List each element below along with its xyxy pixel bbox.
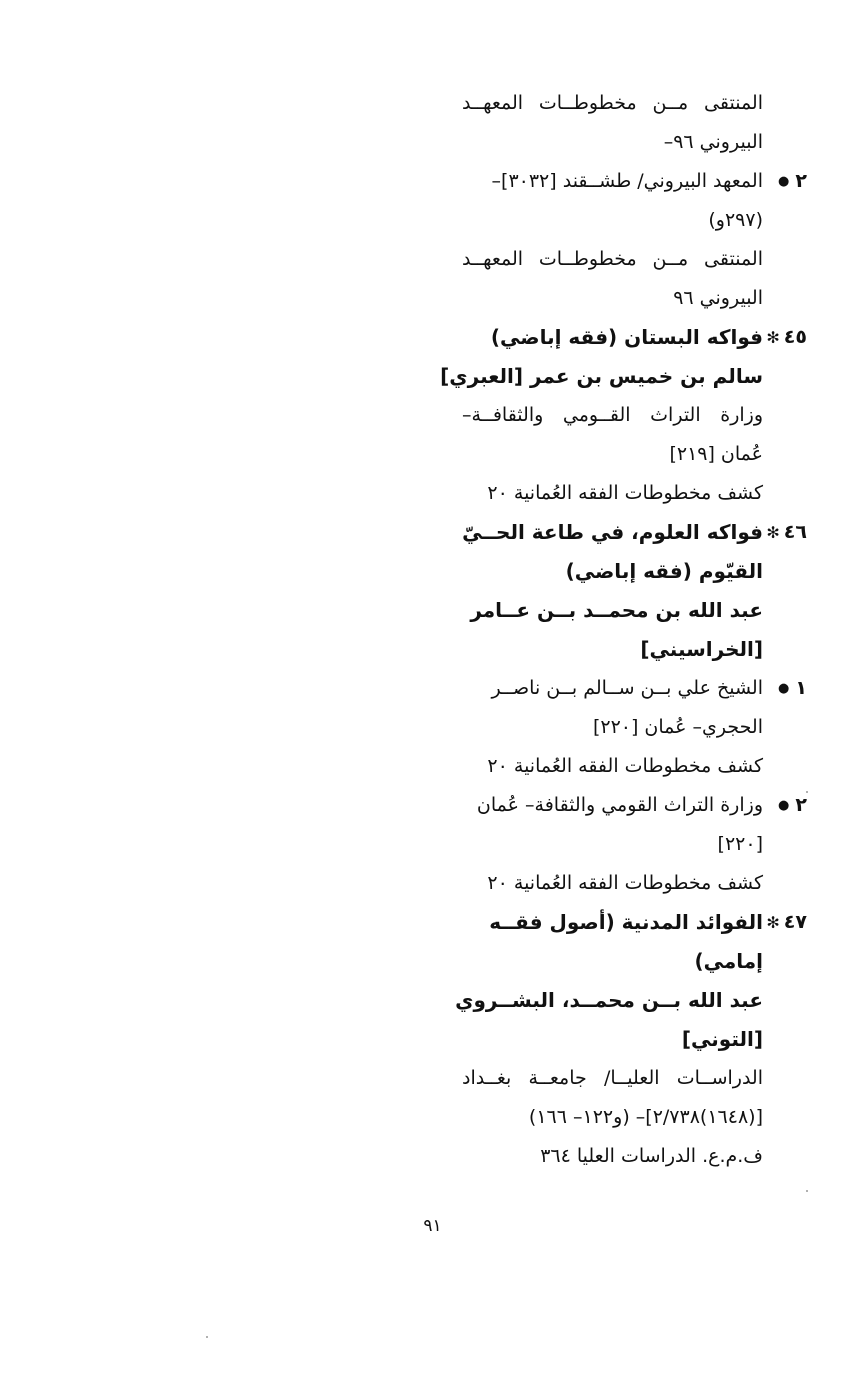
entry-text: البيروني ٩٦ bbox=[673, 287, 763, 309]
entry-title: الفوائد المدنية (أصول فقــه bbox=[489, 910, 763, 934]
star-icon: ✻ bbox=[766, 328, 780, 347]
entry-text: كشف مخطوطات الفقه العُمانية ٢٠ bbox=[487, 482, 763, 504]
entry-line bbox=[462, 474, 807, 513]
entry-line bbox=[462, 825, 807, 864]
entry-text: وزارة التراث القــومي والثقافــة– bbox=[462, 404, 763, 426]
entry-number: ٤٦✻ bbox=[766, 521, 807, 543]
entry-author-line bbox=[462, 591, 807, 630]
entry-text: المعهد البيروني/ طشــقند [٣٠٣٢]– bbox=[491, 170, 763, 192]
entry-line bbox=[462, 786, 807, 825]
entry-text: [(١٦٤٨)٢/٧٣٨]– (و١٢٢– ١٦٦) bbox=[528, 1106, 763, 1128]
entry-text: البيروني ٩٦– bbox=[663, 131, 763, 153]
entry-line bbox=[462, 669, 807, 708]
entry-line bbox=[462, 1098, 807, 1137]
entry-line bbox=[462, 240, 807, 279]
entry-number: ٤٥✻ bbox=[766, 326, 807, 348]
item-number: ٢● bbox=[778, 794, 807, 816]
entry-author-line bbox=[462, 630, 807, 669]
entry-text: كشف مخطوطات الفقه العُمانية ٢٠ bbox=[487, 872, 763, 894]
entry-text: عُمان [٢١٩] bbox=[669, 443, 763, 465]
entry-line bbox=[462, 1059, 807, 1098]
entry-title: فواكه البستان (فقه إباضي) bbox=[490, 325, 763, 349]
entry-text: الشيخ علي بــن ســالم بــن ناصــر bbox=[491, 677, 763, 699]
entry-text: [٢٢٠] bbox=[717, 833, 763, 855]
entry-line bbox=[462, 396, 807, 435]
entry-text: الدراســات العليــا/ جامعــة بغــداد bbox=[462, 1067, 763, 1089]
bullet-icon: ● bbox=[778, 174, 790, 189]
entry-line bbox=[462, 708, 807, 747]
entry-line bbox=[462, 279, 807, 318]
entry-text: المنتقى مــن مخطوطــات المعهــد bbox=[462, 92, 763, 114]
entry-text: المنتقى مــن مخطوطــات المعهــد bbox=[462, 248, 763, 270]
entry-author: عبد الله بــن محمــد، البشــروي bbox=[455, 988, 763, 1012]
entry-number: ٤٧✻ bbox=[766, 911, 807, 933]
entries-column bbox=[440, 84, 807, 1176]
entry-title-line bbox=[462, 318, 807, 357]
entry-line bbox=[462, 201, 807, 240]
entry-title: إمامي) bbox=[694, 949, 763, 973]
entry-line bbox=[462, 747, 807, 786]
entry-text: (٢٩٧و) bbox=[708, 209, 763, 231]
scan-speck bbox=[806, 791, 808, 793]
entry-text: وزارة التراث القومي والثقافة– عُمان bbox=[476, 794, 763, 816]
item-number: ٢● bbox=[778, 170, 807, 192]
entry-text: ف.م.ع. الدراسات العليا ٣٦٤ bbox=[540, 1145, 763, 1167]
star-icon: ✻ bbox=[766, 913, 780, 932]
bullet-icon: ● bbox=[778, 798, 790, 813]
entry-line bbox=[462, 435, 807, 474]
entry-author-line bbox=[462, 1020, 807, 1059]
entry-author: [الخراسيني] bbox=[640, 637, 763, 661]
entry-line bbox=[462, 162, 807, 201]
entry-text: كشف مخطوطات الفقه العُمانية ٢٠ bbox=[487, 755, 763, 777]
entry-author: سالم بن خميس بن عمر [العبري] bbox=[440, 364, 763, 388]
scan-speck bbox=[806, 1190, 808, 1192]
entry-text: الحجري– عُمان [٢٢٠] bbox=[592, 716, 763, 738]
entry-title-line bbox=[462, 942, 807, 981]
bullet-icon: ● bbox=[778, 681, 790, 696]
entry-author-line bbox=[440, 357, 807, 396]
entry-line bbox=[462, 864, 807, 903]
entry-line bbox=[462, 84, 807, 123]
entry-title-line bbox=[462, 552, 807, 591]
entry-title: فواكه العلوم، في طاعة الحــيّ bbox=[462, 520, 763, 544]
item-number: ١● bbox=[778, 677, 807, 699]
entry-title-line bbox=[462, 903, 807, 942]
entry-line bbox=[462, 1137, 807, 1176]
entry-author-line bbox=[455, 981, 807, 1020]
entry-title: القيّوم (فقه إباضي) bbox=[565, 559, 763, 583]
star-icon: ✻ bbox=[766, 523, 780, 542]
entry-author: [التوني] bbox=[681, 1027, 763, 1051]
entry-line bbox=[462, 123, 807, 162]
scan-speck bbox=[206, 1336, 208, 1338]
entry-author: عبد الله بن محمــد بــن عــامر bbox=[470, 598, 763, 622]
entry-title-line bbox=[462, 513, 807, 552]
page-number: ٩١ bbox=[423, 1216, 442, 1236]
